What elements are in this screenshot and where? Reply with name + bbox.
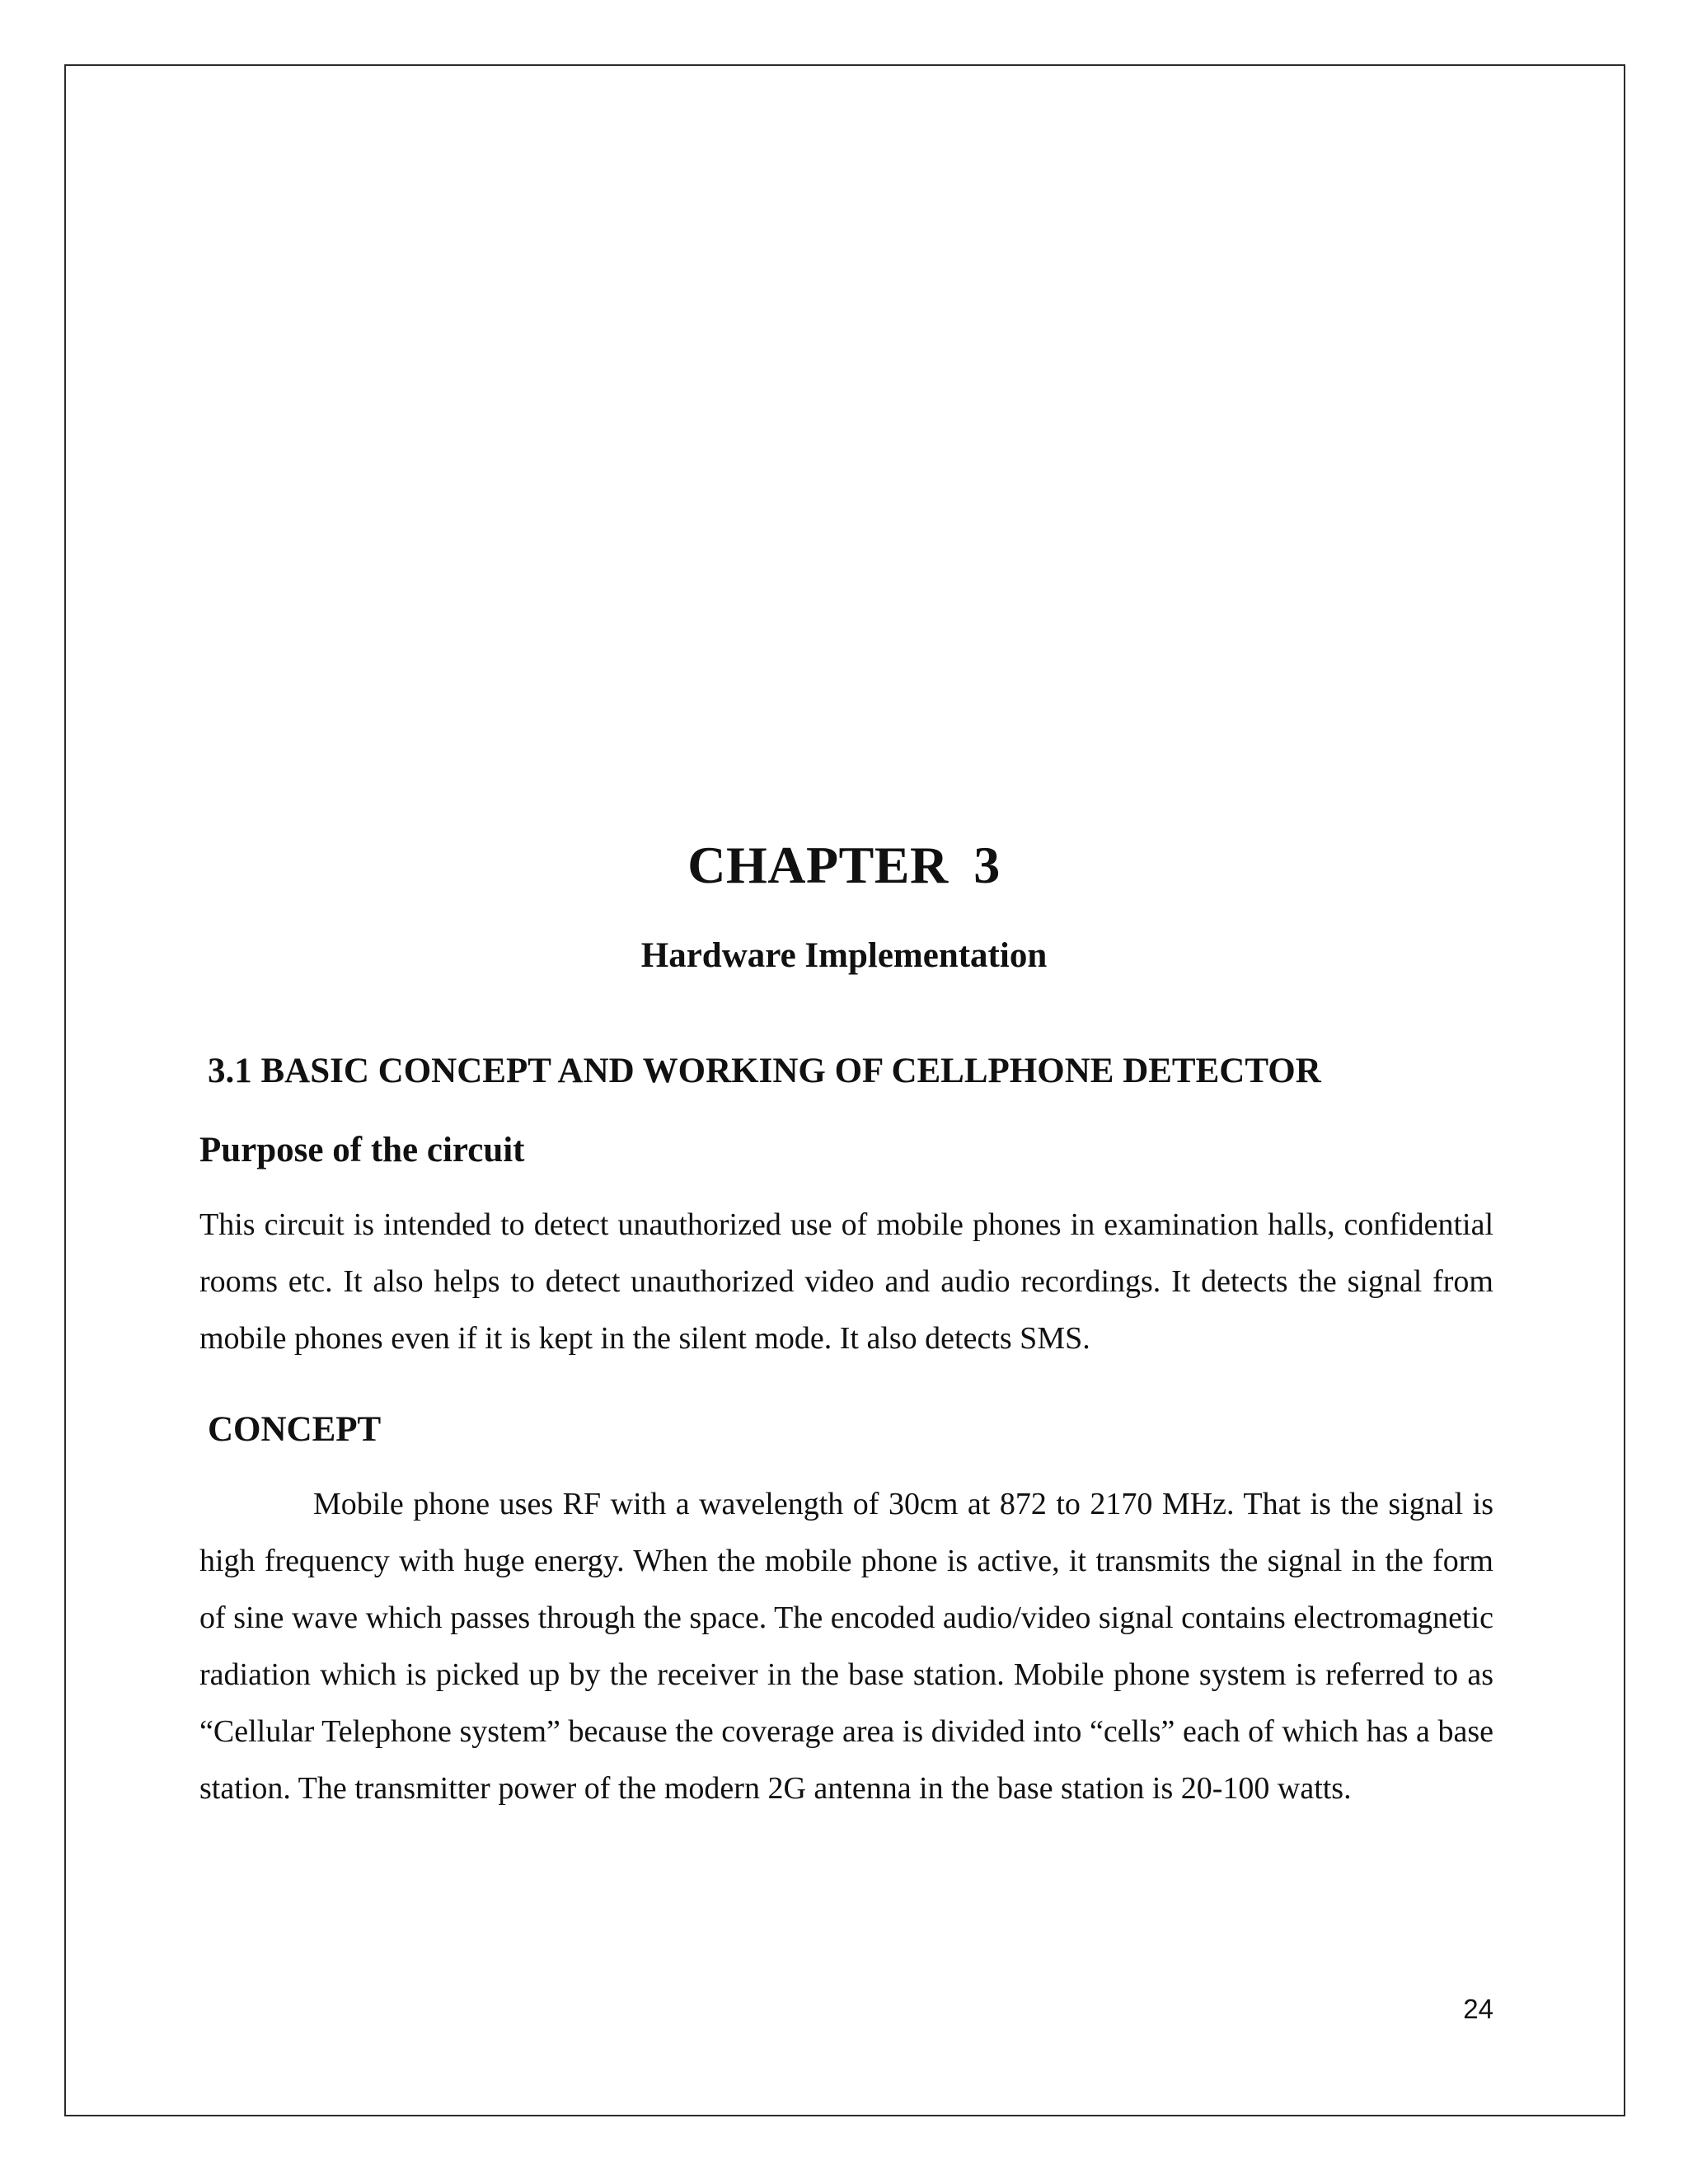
section-heading: 3.1 BASIC CONCEPT AND WORKING OF CELLPHONE DETECTOR	[208, 1052, 1321, 1090]
purpose-paragraph: This circuit is intended to detect unauthorized use of mobile phones in examination halls, confidential rooms etc. It also helps to detect unauthorized video and audio recordings. It detects the signal from mobile phones even if it is kept in the silent mode. It also detects SMS.	[199, 1207, 1493, 1356]
chapter-title: CHAPTER 3	[687, 836, 1001, 894]
page-number: 24	[1463, 1994, 1493, 2024]
concept-heading: CONCEPT	[208, 1410, 382, 1449]
purpose-heading: Purpose of the circuit	[199, 1131, 525, 1169]
concept-paragraph: Mobile phone uses RF with a wavelength of 30cm at 872 to 2170 MHz. That is the signal is high frequency with huge energy. When the mobile phone is active, it transmits the signal in the form of sine wave which passes through the space. The encoded audio/video signal contains electromagnetic radiation which is picked up by the receiver in the base station. Mobile phone system is referred to as “Cellular Telephone system” because the coverage area is divided into “cells” each of which has a base station. The transmitter power of the modern 2G antenna in the base station is 20-100 watts.	[199, 1487, 1493, 1806]
chapter-subtitle: Hardware Implementation	[640, 936, 1048, 975]
